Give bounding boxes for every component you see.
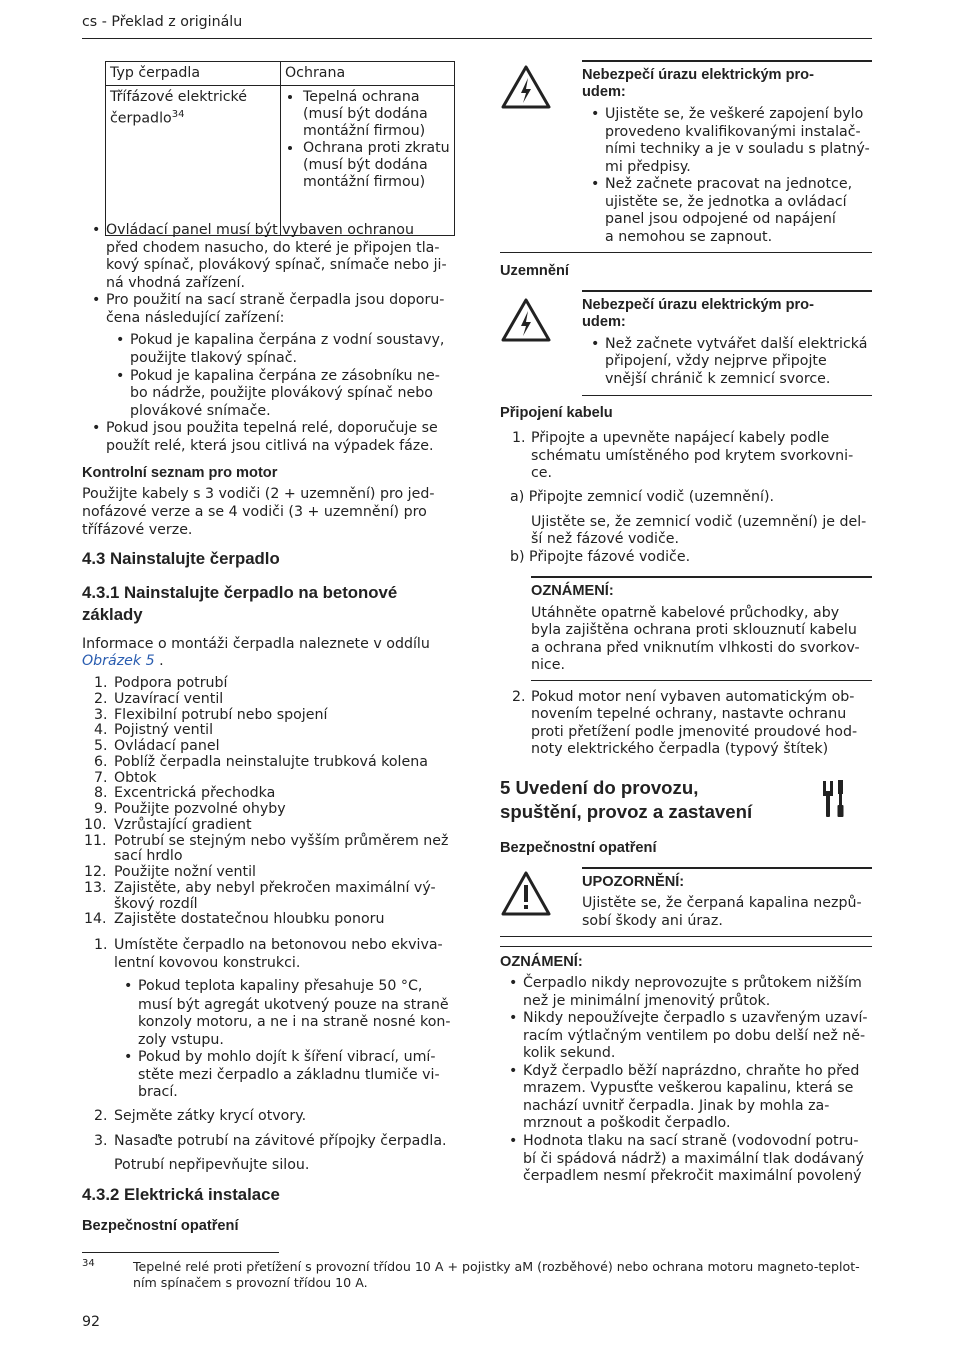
- electric-hazard-icon: [500, 297, 552, 343]
- text-fragment: .: [154, 653, 164, 669]
- heading-grounding: Uzemnění: [500, 263, 569, 279]
- text-line: plovákové snímače.: [130, 403, 271, 419]
- table-header-pump-type: Typ čerpadla: [106, 62, 281, 86]
- danger-title: udem:: [582, 314, 626, 330]
- protection-item: • Ochrana proti zkratu (musí být dodána montážní firmou): [303, 140, 450, 191]
- text-line: Sejměte zátky krycí otvory.: [114, 1108, 307, 1124]
- text-line: nice.: [531, 657, 565, 673]
- text-line: připojení, vždy nejprve připojte: [605, 353, 827, 369]
- text-line: Pokud motor není vybaven automatickým ob-: [531, 689, 855, 705]
- box-rule: [500, 252, 872, 253]
- heading-4-3-2: 4.3.2 Elektrická instalace: [82, 1185, 280, 1204]
- legend-item: Zajistěte dostatečnou hloubku ponoru: [114, 911, 385, 927]
- legend-number: 13.: [84, 880, 107, 896]
- legend-item: Obtok: [114, 770, 157, 786]
- danger-title: Nebezpečí úrazu elektrickým pro-: [582, 67, 814, 83]
- text-line: Ujistěte se, že zemnicí vodič (uzemnění) je del-: [531, 514, 867, 530]
- bullet: •: [116, 368, 125, 384]
- text-line: čerpadlem nesmí překročit maximální povolený: [523, 1168, 862, 1184]
- footnote-text: Tepelné relé proti přetížení s provozní třídou 10 A + pojistky aM (rozběhové) nebo ochrana motoru magneto-teplot-: [133, 1259, 860, 1274]
- text-line: [82, 653, 164, 669]
- text-line: panel jsou odpojené od napájení: [605, 211, 836, 227]
- text-line: mi předpisy.: [605, 159, 691, 175]
- text-line: musí být agregát ukotvený pouze na straně: [138, 997, 449, 1013]
- text-line: Čerpadlo nikdy neprovozujte s průtokem nižším: [523, 975, 862, 991]
- legend-number: 9.: [94, 801, 108, 817]
- heading-5-cont: spuštění, provoz a zastavení: [500, 801, 753, 822]
- caution-title: UPOZORNĚNÍ:: [582, 874, 685, 890]
- table-row-label: Třífázové elektrické čerpadlo: [110, 89, 247, 127]
- text-line: a ochrana před vniknutím vlhkosti do svorkov-: [531, 640, 860, 656]
- text-line: Ujistěte se, že čerpaná kapalina nezpů-: [582, 895, 862, 911]
- heading-cable: Připojení kabelu: [500, 405, 613, 421]
- text-line: Pokud by mohlo dojít k šíření vibrací, umí-: [138, 1049, 436, 1065]
- text-line: konzoly motoru, a ne i na straně nosné kon-: [138, 1014, 451, 1030]
- text-line: zoly vstupu.: [138, 1032, 224, 1048]
- text-line: Pokud je kapalina čerpána z vodní soustavy,: [130, 332, 445, 348]
- box-rule: [582, 290, 872, 292]
- text-line: Informace o montáži čerpadla naleznete v oddílu: [82, 636, 430, 652]
- legend-item: Vzrůstající gradient: [114, 817, 252, 833]
- step-number: 2.: [94, 1108, 108, 1124]
- text-line: Pokud teplota kapaliny přesahuje 50 °C,: [138, 978, 423, 994]
- text-line: novením tepelné ochrany, nastavte ochranu: [531, 706, 847, 722]
- bullet: •: [591, 176, 600, 192]
- box-rule: [531, 576, 872, 578]
- heading-4-3: 4.3 Nainstalujte čerpadlo: [82, 549, 280, 568]
- text-line: provedeno kvalifikovanými instalač-: [605, 124, 861, 140]
- bullet: •: [509, 1010, 518, 1026]
- legend-item: sací hrdlo: [114, 848, 183, 864]
- legend-item: Poblíž čerpadla neinstalujte trubková kolena: [114, 754, 428, 770]
- protection-item: • Tepelná ochrana (musí být dodána montážní firmou): [303, 89, 450, 140]
- table-cell-pump: [106, 86, 281, 236]
- legend-number: 7.: [94, 770, 108, 786]
- legend-number: 2.: [94, 691, 108, 707]
- bullet: •: [92, 292, 101, 308]
- legend-item: Pojistný ventil: [114, 722, 214, 738]
- text-line: nofázové verze a se 4 vodiči (3 + uzemnění) pro: [82, 504, 427, 520]
- table-cell-protection: [281, 86, 455, 236]
- warning-icon: [500, 870, 552, 918]
- electric-hazard-icon: [500, 64, 552, 110]
- bullet: •: [509, 1063, 518, 1079]
- legend-item: Použijte pozvolné ohyby: [114, 801, 286, 817]
- box-rule: [582, 395, 872, 396]
- bullet: •: [509, 975, 518, 991]
- text-line: Použijte kabely s 3 vodiči (2 + uzemnění) pro jed-: [82, 486, 435, 502]
- footnote-number: 34: [82, 1258, 95, 1269]
- text-line: Když čerpadlo běží naprázdno, chraňte ho před: [523, 1063, 860, 1079]
- heading-5: 5 Uvedení do provozu,: [500, 777, 699, 798]
- bullet: •: [124, 1049, 133, 1065]
- heading-4-3-1-cont: základy: [82, 605, 143, 624]
- text-line: Hodnota tlaku na sací straně (vodovodní potru-: [523, 1133, 859, 1149]
- box-rule: [500, 946, 872, 947]
- heading-4-3-1: 4.3.1 Nainstalujte čerpadlo na betonové: [82, 583, 398, 602]
- text-line: a nemohou se zapnout.: [605, 229, 773, 245]
- text-line: bo nádrže, použijte plovákový spínač nebo: [130, 385, 433, 401]
- text-line: lentní kovovou konstrukci.: [114, 955, 301, 971]
- footnote-text: ním spínačem s provozní třídou 10 A.: [133, 1275, 368, 1290]
- text-line: a) Připojte zemnicí vodič (uzemnění).: [510, 489, 774, 505]
- text-line: Nikdy nepoužívejte čerpadlo s uzavřeným uzaví-: [523, 1010, 868, 1026]
- protection-table: [105, 61, 455, 236]
- table-header-protection: Ochrana: [281, 62, 455, 86]
- text-line: byla zajištěna ochrana proti sklouznutí kabelu: [531, 622, 857, 638]
- step-number: 1.: [94, 937, 108, 953]
- box-rule: [582, 60, 872, 62]
- text-line: Umístěte čerpadlo na betonovou nebo ekviva-: [114, 937, 443, 953]
- text-line: noty elektrického čerpadla (typový štítek): [531, 741, 829, 757]
- text-line: mrazem. Vypusťte veškerou kapalinu, která se: [523, 1080, 854, 1096]
- text-line: ujistěte se, že jednotka a ovládací: [605, 194, 847, 210]
- legend-item: Uzavírací ventil: [114, 691, 224, 707]
- text-line: stěte mezi čerpadlo a základnu tlumiče vi-: [138, 1067, 440, 1083]
- footnote-rule: [82, 1252, 279, 1253]
- figure-link[interactable]: Obrázek 5: [82, 653, 155, 669]
- legend-item: Zajistěte, aby nebyl překročen maximální vý-: [114, 880, 436, 896]
- text-line: čena následující zařízení:: [106, 310, 285, 326]
- tools-icon: [820, 779, 846, 819]
- text-line: b) Připojte fázové vodiče.: [510, 549, 691, 565]
- heading-checklist: Kontrolní seznam pro motor: [82, 465, 278, 481]
- text-line: před chodem nasucho, do které je připojen tla-: [106, 240, 440, 256]
- legend-number: 8.: [94, 785, 108, 801]
- step-number: 1.: [512, 430, 526, 446]
- legend-number: 12.: [84, 864, 107, 880]
- text-line: ce.: [531, 465, 553, 481]
- text-line: kový spínač, plovákový spínač, snímače nebo ji-: [106, 257, 447, 273]
- heading-safety: Bezpečnostní opatření: [500, 840, 657, 856]
- text-line: vnější chránič k zemnicí svorce.: [605, 371, 831, 387]
- notice-title: OZNÁMENÍ:: [500, 954, 583, 970]
- text-line: Ovládací panel musí být vybaven ochranou: [106, 222, 414, 238]
- running-header: cs - Překlad z originálu: [82, 14, 243, 30]
- legend-number: 1.: [94, 675, 108, 691]
- text-line: Pokud je kapalina čerpána ze zásobníku ne-: [130, 368, 440, 384]
- text-line: Než začnete pracovat na jednotce,: [605, 176, 853, 192]
- text-line: proti přetížení podle jmenovité proudové hod-: [531, 724, 858, 740]
- legend-item: Použijte nožní ventil: [114, 864, 256, 880]
- text-line: racím výtlačným ventilem po dobu delší než ně-: [523, 1028, 866, 1044]
- text-line: mrznout a poškodit čerpadlo.: [523, 1115, 731, 1131]
- legend-item: Podpora potrubí: [114, 675, 228, 691]
- step-number: 2.: [512, 689, 526, 705]
- text-line: ními techniky a je v souladu s platný-: [605, 141, 870, 157]
- text-line: Ujistěte se, že veškeré zapojení bylo: [605, 106, 864, 122]
- text-line: použít relé, která jsou citlivá na výpadek fáze.: [106, 438, 434, 454]
- text-line: brací.: [138, 1084, 178, 1100]
- text-line: Nasaďte potrubí na závitové přípojky čerpadla.: [114, 1133, 447, 1149]
- legend-item: Ovládací panel: [114, 738, 220, 754]
- notice-title: OZNÁMENÍ:: [531, 583, 614, 599]
- text-line: sobí škody ani úraz.: [582, 913, 723, 929]
- legend-item: Potrubí se stejným nebo vyšším průměrem než: [114, 833, 449, 849]
- text-line: Pokud jsou použita tepelná relé, doporučuje se: [106, 420, 438, 436]
- text-line: Utáhněte opatrně kabelové průchodky, aby: [531, 605, 840, 621]
- legend-number: 6.: [94, 754, 108, 770]
- box-rule: [531, 680, 872, 681]
- danger-title: udem:: [582, 84, 626, 100]
- text-line: kolik sekund.: [523, 1045, 616, 1061]
- bullet: •: [116, 332, 125, 348]
- text-line: schématu umístěného pod krytem svorkovni-: [531, 448, 854, 464]
- text-line: Pro použití na sací straně čerpadla jsou doporu-: [106, 292, 445, 308]
- box-rule: [500, 936, 872, 937]
- page-number: 92: [82, 1314, 101, 1330]
- bullet: •: [509, 1133, 518, 1149]
- step-number: 3.: [94, 1133, 108, 1149]
- bullet: •: [124, 978, 133, 994]
- text-line: třífázové verze.: [82, 522, 193, 538]
- text-line: než je minimální jmenovitý průtok.: [523, 993, 771, 1009]
- legend-number: 4.: [94, 722, 108, 738]
- legend-number: 5.: [94, 738, 108, 754]
- bullet: •: [591, 106, 600, 122]
- text-line: nachází uvnitř čerpadla. Jinak by mohla za-: [523, 1098, 830, 1114]
- legend-item: Excentrická přechodka: [114, 785, 276, 801]
- bullet: •: [92, 420, 101, 436]
- text-line: Potrubí nepřipevňujte silou.: [114, 1157, 310, 1173]
- header-rule: [82, 38, 872, 39]
- text-line: bí či spádová nádrž) a maximální tlak dodávaný: [523, 1151, 864, 1167]
- text-line: ší než fázové vodiče.: [531, 531, 680, 547]
- text-line: Připojte a upevněte napájecí kabely podle: [531, 430, 830, 446]
- legend-number: 14.: [84, 911, 107, 927]
- danger-title: Nebezpečí úrazu elektrickým pro-: [582, 297, 814, 313]
- legend-item: škový rozdíl: [114, 896, 198, 912]
- footnote-ref: 34: [171, 109, 185, 120]
- bullet: •: [92, 222, 101, 238]
- legend-number: 3.: [94, 707, 108, 723]
- legend-number: 10.: [84, 817, 107, 833]
- bullet: •: [591, 336, 600, 352]
- heading-safety: Bezpečnostní opatření: [82, 1218, 239, 1234]
- text-line: ná vhodná zařízení.: [106, 275, 246, 291]
- box-rule: [582, 867, 872, 869]
- legend-number: 11.: [84, 833, 107, 849]
- text-line: Než začnete vytvářet další elektrická: [605, 336, 868, 352]
- legend-item: Flexibilní potrubí nebo spojení: [114, 707, 328, 723]
- text-line: použijte tlakový spínač.: [130, 350, 298, 366]
